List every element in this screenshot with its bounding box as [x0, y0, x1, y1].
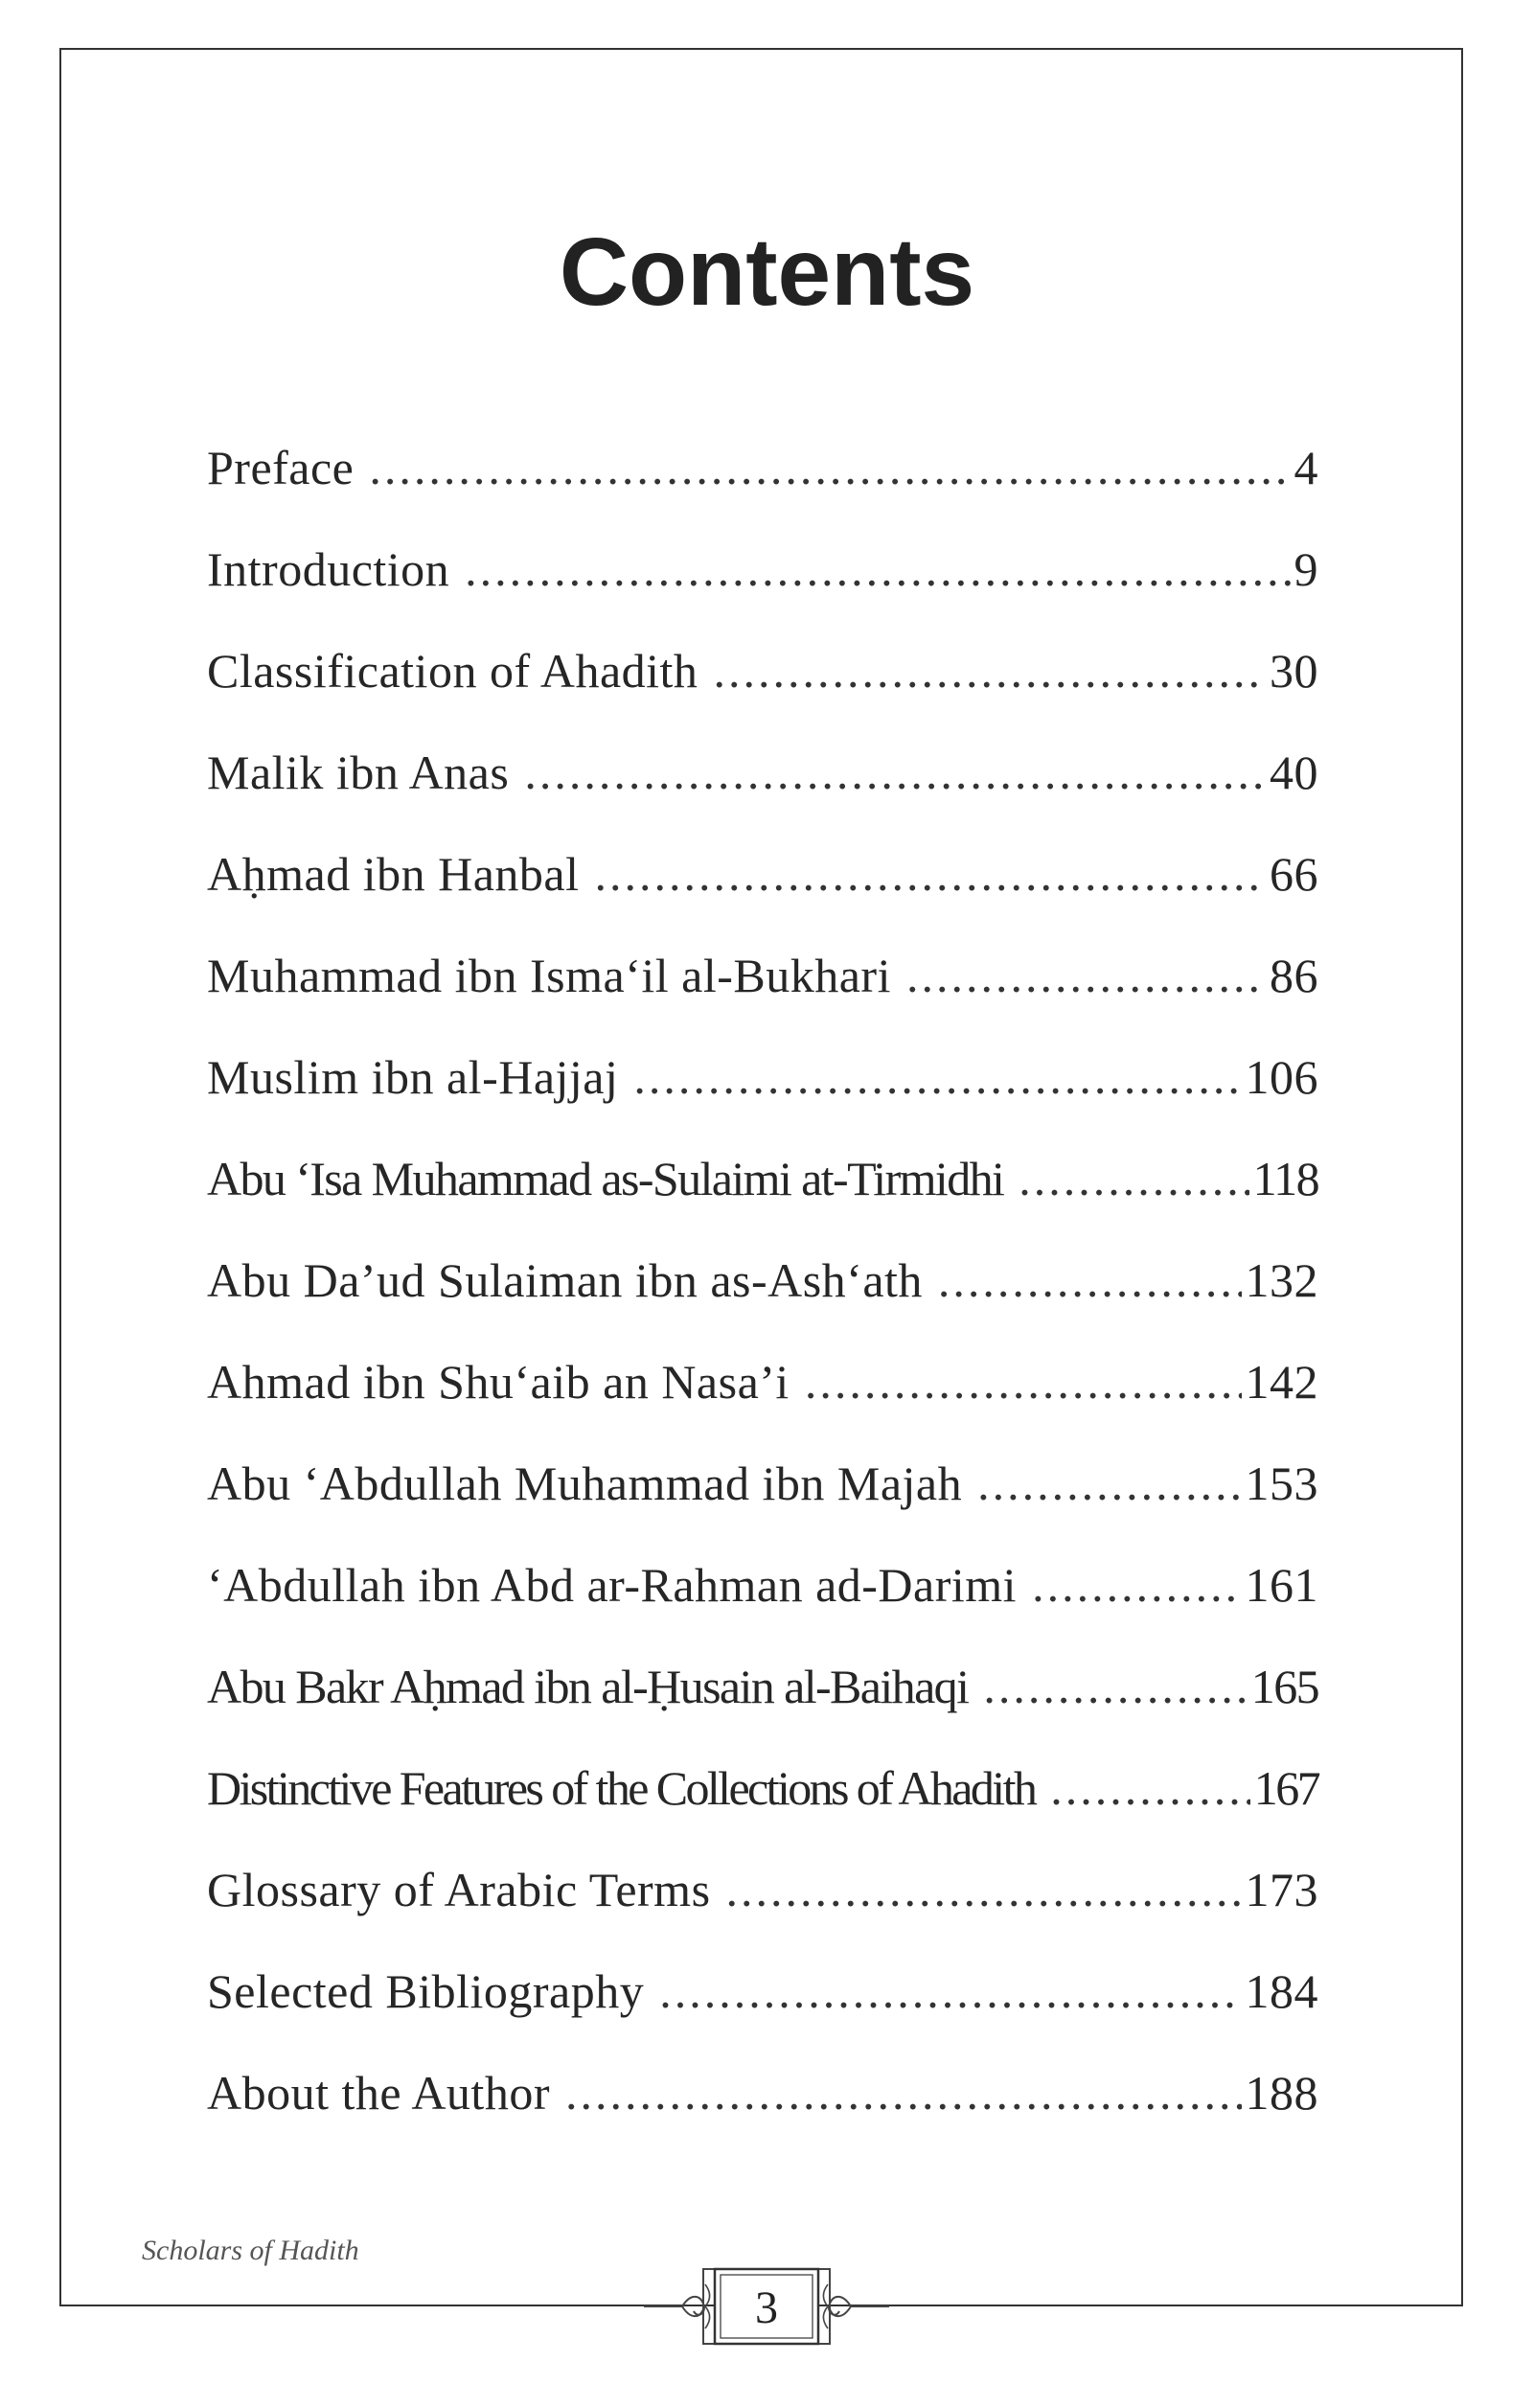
- toc-entry-page: 30: [1270, 644, 1318, 698]
- dot-leader: [1019, 1140, 1248, 1217]
- toc-entry-title: Abu Da’ud Sulaiman ibn as-Ash‘ath: [207, 1253, 923, 1307]
- dot-leader: [594, 836, 1266, 912]
- toc-entry-page: 132: [1245, 1253, 1318, 1307]
- toc-entry-page: 173: [1245, 1863, 1318, 1916]
- toc-entry-title: Malik ibn Anas: [207, 745, 510, 799]
- toc-entry-title: Abu ‘Isa Muhammad as-Sulaimi at-Tirmidhi: [207, 1152, 1004, 1205]
- toc-entry[interactable]: [207, 937, 1318, 1039]
- toc-entry-title: Preface: [207, 441, 355, 494]
- dot-leader: [805, 1343, 1242, 1420]
- toc-entry-title: Muslim ibn al-Hajjaj: [207, 1050, 619, 1104]
- dot-leader: [369, 429, 1290, 506]
- dot-leader: [659, 1953, 1241, 2030]
- dot-leader: [983, 1648, 1247, 1725]
- toc-entry-title: Aḥmad ibn Hanbal: [207, 847, 580, 901]
- dot-leader: [977, 1445, 1241, 1522]
- toc-entry-page: 86: [1270, 949, 1318, 1002]
- dot-leader: [465, 531, 1290, 608]
- toc-entry-page: 142: [1245, 1355, 1318, 1409]
- toc-entry[interactable]: [207, 1039, 1318, 1140]
- toc-entry-title: Ahmad ibn Shu‘aib an Nasa’i: [207, 1355, 790, 1409]
- dot-leader: [524, 734, 1266, 811]
- dot-leader: [938, 1242, 1242, 1319]
- toc-entry-title: Classification of Ahadith: [207, 644, 698, 698]
- toc-entry-page: 184: [1245, 1964, 1318, 2018]
- toc-entry[interactable]: [207, 531, 1318, 632]
- toc-entry[interactable]: [207, 1953, 1318, 2054]
- toc-entry-page: 66: [1270, 847, 1318, 901]
- toc-entry-page: 118: [1252, 1152, 1318, 1205]
- toc-entry[interactable]: [207, 836, 1318, 937]
- toc-entry-title: Muhammad ibn Isma‘il al-Bukhari: [207, 949, 891, 1002]
- dot-leader: [726, 1851, 1242, 1928]
- dot-leader: [565, 2054, 1242, 2131]
- toc-entry-title: Abu Bakr Aḥmad ibn al-Ḥusain al-Baihaqi: [207, 1660, 969, 1713]
- toc-entry-title: Introduction: [207, 542, 450, 596]
- toc-entry-title: ‘Abdullah ibn Abd ar-Rahman ad-Darimi: [207, 1558, 1018, 1612]
- dot-leader: [1050, 1750, 1250, 1826]
- toc-entry-title: Abu ‘Abdullah Muhammad ibn Majah: [207, 1456, 963, 1510]
- toc-entry-page: 167: [1253, 1761, 1318, 1815]
- toc-entry[interactable]: [207, 1343, 1318, 1445]
- toc-entry[interactable]: [207, 1242, 1318, 1343]
- table-of-contents: [207, 429, 1318, 2156]
- toc-entry[interactable]: [207, 1445, 1318, 1547]
- toc-entry[interactable]: [207, 734, 1318, 836]
- page-title: Contents: [559, 218, 975, 326]
- toc-entry-title: Distinctive Features of the Collections of Ahadith: [207, 1761, 1036, 1815]
- toc-entry[interactable]: [207, 429, 1318, 531]
- dot-leader: [713, 632, 1266, 709]
- toc-entry-page: 4: [1294, 441, 1318, 494]
- toc-entry-title: Selected Bibliography: [207, 1964, 645, 2018]
- toc-entry-page: 165: [1250, 1660, 1318, 1713]
- toc-entry[interactable]: [207, 1851, 1318, 1953]
- toc-entry[interactable]: [207, 632, 1318, 734]
- toc-entry-page: 106: [1245, 1050, 1318, 1104]
- toc-entry-page: 153: [1245, 1456, 1318, 1510]
- toc-entry-page: 188: [1245, 2066, 1318, 2120]
- toc-entry[interactable]: [207, 1648, 1318, 1750]
- toc-entry-title: About the Author: [207, 2066, 550, 2120]
- toc-entry[interactable]: [207, 1547, 1318, 1648]
- toc-entry-title: Glossary of Arabic Terms: [207, 1863, 711, 1916]
- running-footer-book-title: Scholars of Hadith: [142, 2235, 359, 2266]
- toc-entry-page: 9: [1294, 542, 1318, 596]
- page-number: 3: [755, 2282, 778, 2333]
- dot-leader: [1032, 1547, 1241, 1623]
- dot-leader: [906, 937, 1266, 1014]
- toc-entry[interactable]: [207, 1140, 1318, 1242]
- toc-entry-page: 40: [1270, 745, 1318, 799]
- toc-entry[interactable]: [207, 2054, 1318, 2156]
- toc-entry[interactable]: [207, 1750, 1318, 1851]
- toc-entry-page: 161: [1245, 1558, 1318, 1612]
- dot-leader: [633, 1039, 1241, 1115]
